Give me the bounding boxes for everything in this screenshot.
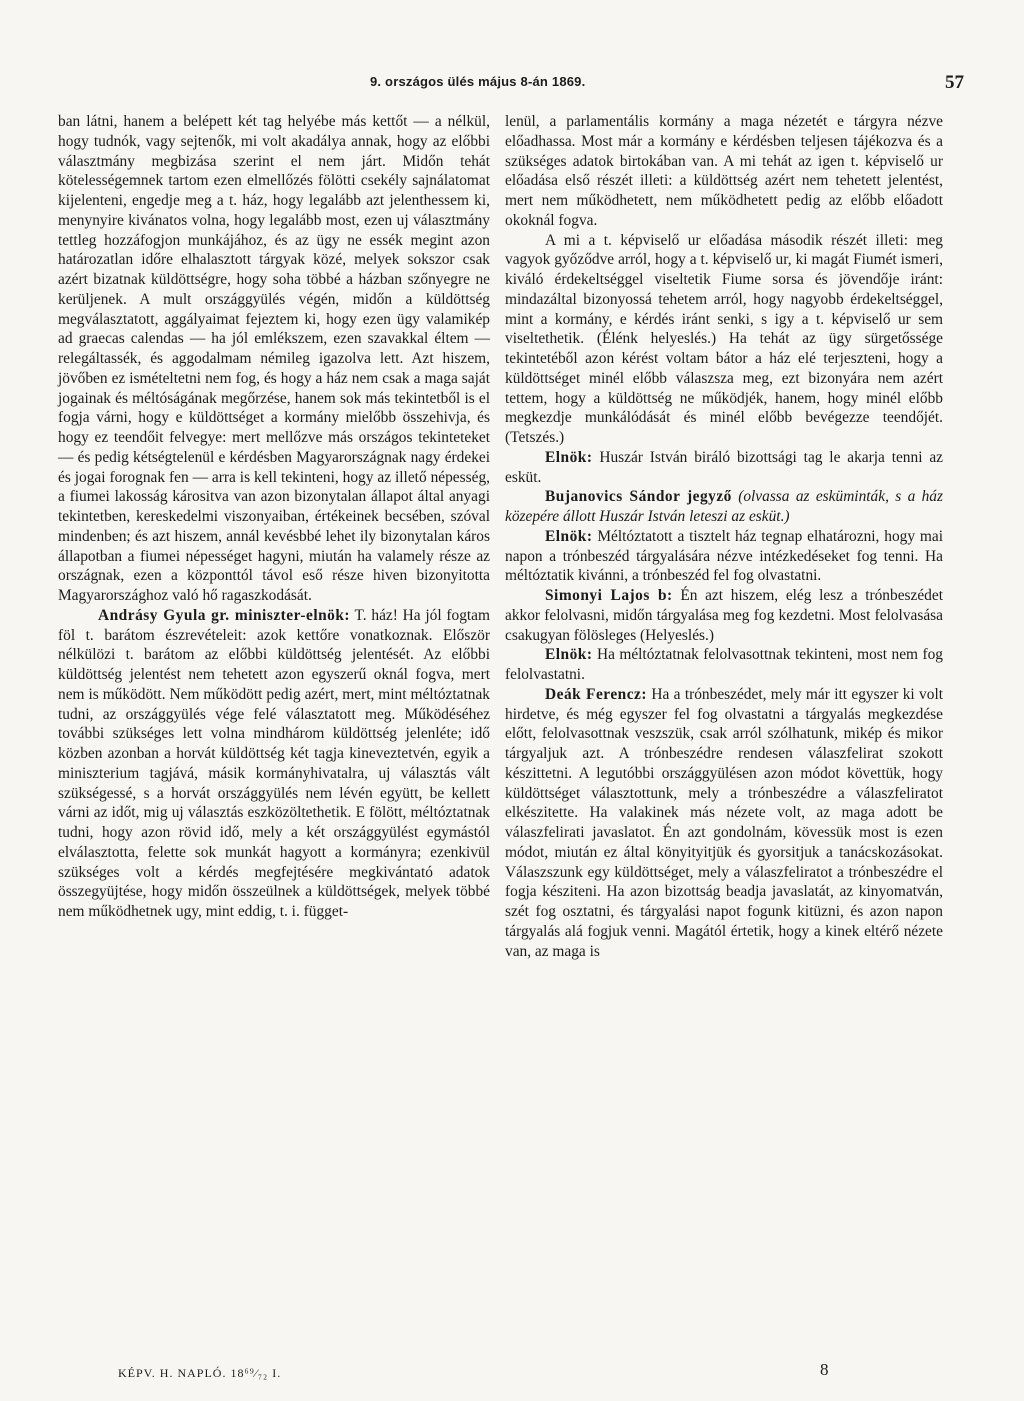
speaker-name: Elnök:: [545, 448, 593, 466]
speech-text: Én azt hiszem, elég lesz a trónbeszédet akkor felolvasni, midőn tárgyalása meg fog kezdetni. Most felolvasása csakugyan fölösleges (Helyeslés.): [505, 587, 943, 644]
page-number: 57: [945, 72, 964, 93]
speech-text: T. ház! Ha jól fogtam föl t. barátom észrevételeit: azok kettőre vonatkoznak. Először nélkülözi t. barátom az előbbi küldöttség jelentését. Az előbbi küldöttség jelentést nem tehetett azon egyszerű oknál fogva, mert nem is működött. Nem működött pedig azért, mert, mint méltóztatnak tudni, az országgyülés vége felé választatott meg. Működéséhez további szükséges lett volna mindhárom küldöttség jelenléte; idő közben azonban a horvát küldöttség két tagja kineveztetvén, egyik a miniszterium tagjává, másik kormányhivatalra, uj választás vált szükségessé, s a horvát országgyülés nem lévén együtt, be kellett várni az időt, mig uj választás eszközöltethetik. E fölött, méltóztatnak tudni, hogy azon rövid idő, mely a két országgyülést egymástól elválasztotta, felette sok munkát hagyott a kormányra; ezenkivül szükséges volt a kérdés megfejtésére megkivántató adatok összegyüjtése, hogy midőn összeülnek a küldöttségek, melyek többé nem működhetnek ugy, mint eddig, t. i. függet-: [58, 606, 490, 920]
speaker-name: Simonyi Lajos b:: [545, 587, 673, 604]
left-column: [58, 112, 490, 922]
speech-simonyi: [505, 586, 943, 645]
right-column: [505, 112, 943, 961]
speaker-name: Elnök:: [545, 646, 593, 664]
speech-elnok-1: [505, 448, 943, 488]
speech-text: (olvassa az esküminták, s a ház közepére állott Huszár István leteszi az esküt.): [505, 488, 943, 525]
speaker-name: Andrásy Gyula gr. miniszter-elnök:: [98, 606, 351, 624]
session-title: 9. országos ülés május 8-án 1869.: [370, 74, 586, 89]
paragraph-text: ban látni, hanem a belépett két tag helyébe más kettőt — a nélkül, hogy tudnók, vagy sejtenők, mi volt akadálya annak, hogy az előbbi választmány megbizása szerint el nem járt. Midőn tehát kötelességemnek tartom ezen elmellőzés fölötti csekély sajnálatomat kijelenteni, engedje meg a t. ház, hogy legalább azt jelenthessem ki, menynyire kivánatos volna, hogy legalább most, ezen uj választmány tettleg hozzáfogjon munkájához, és az ügy ne essék megint azon határozatlan időre elhalasztott tárgyak közé, melyek sokszor csak azért bizatnak küldöttségre, hogy soha többé a házban szőnyegre ne kerüljenek. A mult országgyülés végén, midőn a küldöttség megválasztatott, aggályaimat fejeztem ki, hogy ezen ügy valamikép ad graecas calendas — ha jól emlékszem, ezen szavakkal éltem — relegáltassék, és aggodalmam némileg igazolva lett. Azt hiszem, jövőben ez ismételtetni nem fog, és hogy a ház nem csak a maga saját jogainak és méltóságának megőrzése, hanem sok más tekintetből is el fogja várni, hogy e küldöttséget a kormány mielőbb összehivja, és hogy ez teendőit felvegye: mert mellőzve más országos tekinteteket — és pedig kétségtelenül e kérdésben Magyarországnak nagy érdekei és jogai forognak fen — arra is kell tekinteni, hogy az illető népesség, a fiumei lakosság kárositva van azon bizonytalan állapot által anyagi tekintetben, kereskedelmi viszonyaiban, értékeinek becsében, szóval mindenben; és azt hiszem, annál kevésbbé lehet ily bizonytalan káros állapotban a fiumei népességet hagyni, miután ha valamely része az országnak, ezen a központtól távol eső része hiven bizonyitotta Magyarországhoz való hő ragaszkodását.: [58, 113, 490, 604]
paragraph-continued: [505, 112, 943, 231]
paragraph-text: lenül, a parlamentális kormány a maga nézetét e tárgyra nézve előadhassa. Most már a kormány e kérdésben teljesen tájékozva és a szükséges adatok birtokában van. A mi tehát az igen t. képviselő ur előadása első részét illeti: a küldöttség azért nem tehetett jelentést, mert nem működhetett, nem működhetett pedig az előbb előadott okoknál fogva.: [505, 113, 943, 229]
paragraph-continued: [58, 112, 490, 606]
speech-text: Ha méltóztatnak felolvasottnak tekinteni, most nem fog felolvastatni.: [505, 646, 943, 683]
paragraph: [505, 231, 943, 448]
page-header: [370, 72, 964, 96]
footer-journal-ref: KÉPV. H. NAPLÓ. 18⁶⁹⁄₇₂ I.: [118, 1366, 282, 1380]
speaker-name: Bujanovics Sándor jegyző: [545, 488, 732, 506]
speech-elnok-2: [505, 527, 943, 586]
speech-elnok-3: [505, 645, 943, 685]
paragraph-text: A mi a t. képviselő ur előadása második részét illeti: meg vagyok győződve arról, hogy a t. képviselő ur, ki magát Fiumét ismeri, kiváló érdekeltséggel viseltetik Fiume sorsa és jövendője iránt: mindazáltal bizonyossá tehetem arról, hogy nagyobb érdekeltséggel, mint a kormány, e kérdés iránt senki, s igy a t. képviselő ur sem viseltethetik. (Élénk helyeslés.) Ha tehát az ügy sürgetőssége tekintetéből azon kérést voltam bátor a ház elé terjeszteni, hogy a küldöttséget minél előbb válaszsza meg, ezt bizonyára nem azért tettem, hogy a küldöttség ne működjék, hanem, hogy minél előbb megkezdje munkálódását és minél előbb bevégezze teendőjét. (Tetszés.): [505, 231, 943, 446]
speaker-name: Elnök:: [545, 527, 593, 545]
footer-signature-mark: 8: [820, 1360, 829, 1379]
speaker-name: Deák Ferencz:: [545, 685, 648, 703]
speech-andrasy: [58, 606, 490, 922]
speech-text: Ha a trónbeszédet, mely már itt egyszer ki volt hirdetve, és még egyszer fel fog olvastatni a tárgyalás megkezdése előtt, felolvasottnak veszszük, csak arról szólhatunk, mikép és mikor tárgyaljuk azt. A trónbeszédre rendesen válaszfelirat szokott készittetni. A legutóbbi országgyülésen azon módot követtük, hogy küldöttséget választottunk, mely a trónbeszédre a válaszfeliratot elkészitette. Ha valakinek más nézete volt, az maga adott be válaszfelirati javaslatot. Én azt gondolnám, kövessük most is ezen módot, miután ez által könyityitjük és gyorsitjuk a tanácskozásokat. Válaszszunk egy küldöttséget, mely a válaszfeliratot a trónbeszédre el fogja késziteni. Ha azon bizottság beadja javaslatát, az kinyomatván, szét fog osztatni, és tárgyalási napot fogunk kitüzni, és azon napon tárgyalás alá fogjuk venni. Magától értetik, hogy a kinek eltérő nézete van, az maga is: [505, 685, 943, 960]
speech-deak: [505, 685, 943, 962]
speech-bujanovics: [505, 487, 943, 527]
speech-text: Méltóztatott a tisztelt ház tegnap elhatározni, hogy mai napon a trónbeszéd tárgyalására nézve intézkedéseket fog tenni. Ha méltóztatik kivánni, a trónbeszéd fel fog olvastatni.: [505, 527, 943, 585]
speech-text: Huszár István biráló bizottsági tag le akarja tenni az esküt.: [505, 448, 943, 486]
